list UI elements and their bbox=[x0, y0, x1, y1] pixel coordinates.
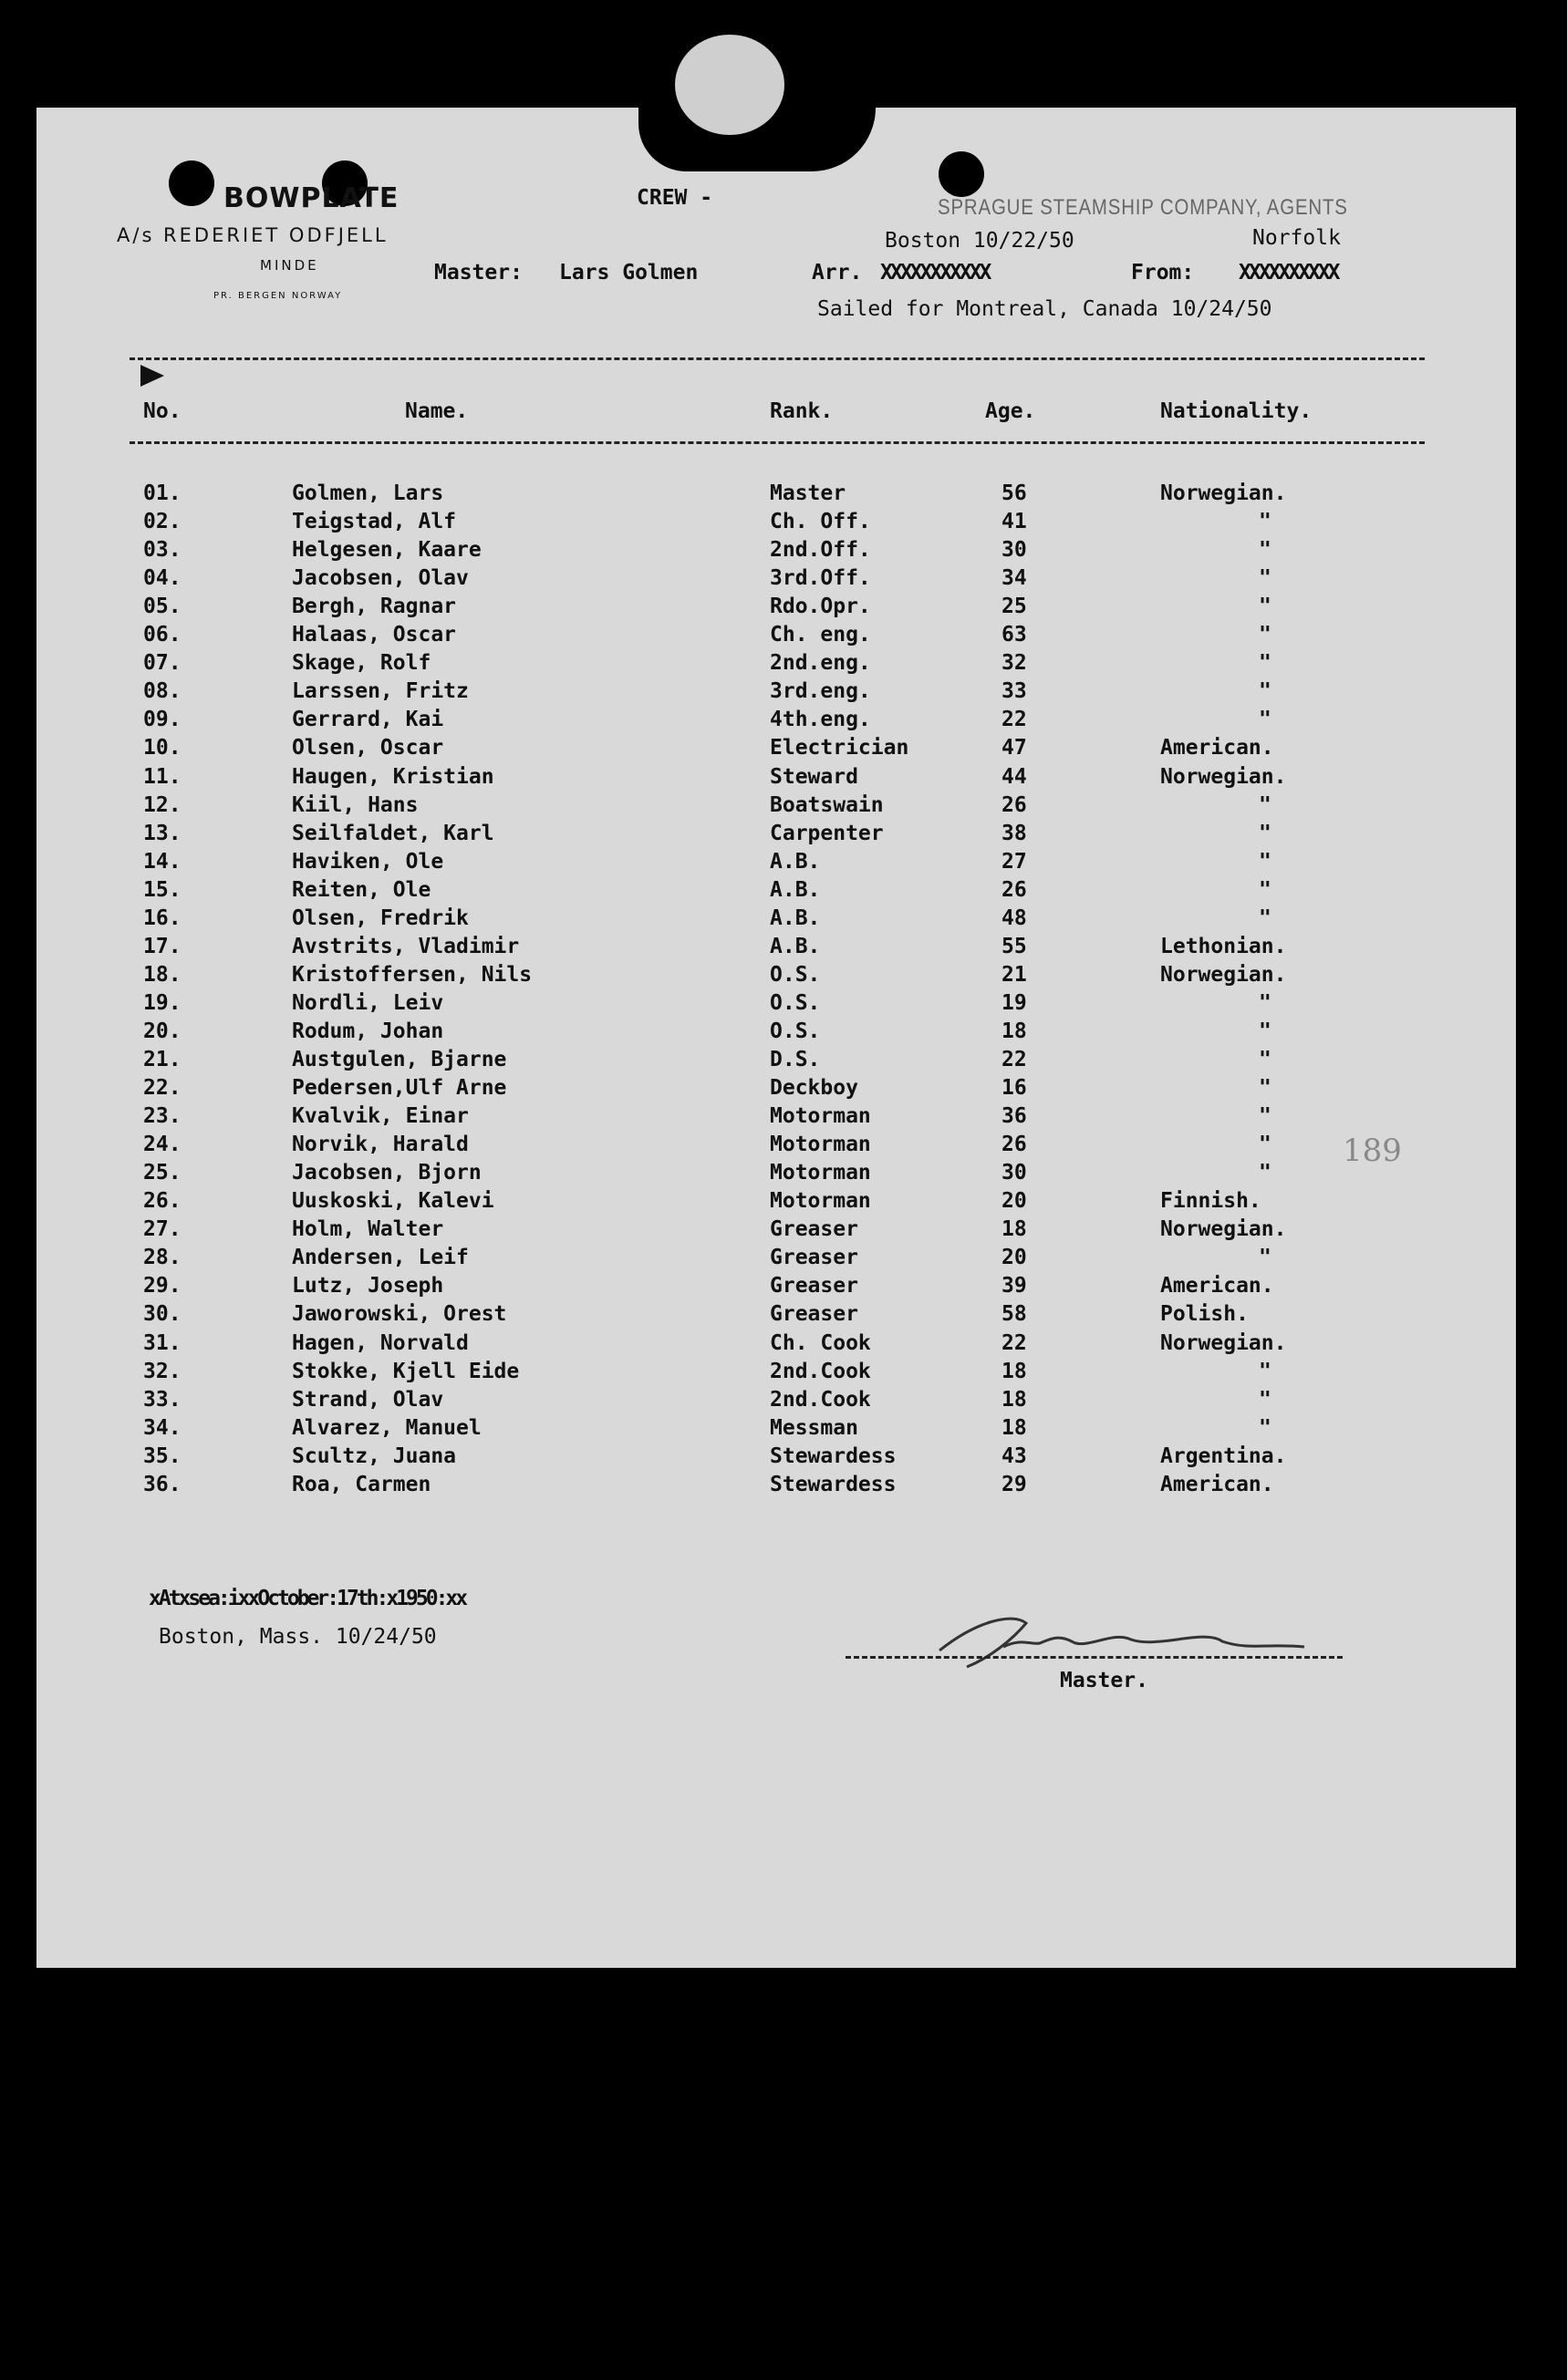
crew-nationality: " bbox=[1259, 1076, 1271, 1101]
table-row bbox=[36, 793, 1516, 822]
table-row bbox=[36, 566, 1516, 595]
crew-no: 13. bbox=[143, 821, 182, 845]
crew-age: 27 bbox=[1001, 849, 1027, 874]
crew-name: Andersen, Leif bbox=[292, 1246, 469, 1270]
crew-rank: Motorman bbox=[770, 1104, 871, 1129]
crew-age: 18 bbox=[1001, 1019, 1027, 1043]
master-caption: Master. bbox=[1060, 1669, 1148, 1692]
crew-nationality: " bbox=[1259, 1359, 1271, 1383]
crew-name: Reiten, Ole bbox=[292, 877, 431, 902]
crew-rank: Greaser bbox=[770, 1274, 858, 1299]
crew-no: 06. bbox=[143, 623, 182, 647]
crew-no: 12. bbox=[143, 792, 182, 817]
crew-name: Helgesen, Kaare bbox=[292, 538, 482, 563]
crew-nationality: " bbox=[1259, 905, 1271, 930]
arrival-label: Arr. bbox=[812, 261, 863, 285]
crew-no: 34. bbox=[143, 1415, 182, 1440]
crew-no: 04. bbox=[143, 566, 182, 591]
crew-age: 26 bbox=[1001, 877, 1027, 902]
crew-no: 10. bbox=[143, 736, 182, 761]
crew-rank: Ch. Off. bbox=[770, 510, 871, 534]
crew-age: 21 bbox=[1001, 962, 1027, 987]
crew-nationality: " bbox=[1259, 1415, 1271, 1440]
signature-rule bbox=[846, 1656, 1343, 1659]
crew-rank: Messman bbox=[770, 1415, 858, 1440]
crew-name: Hagen, Norvald bbox=[292, 1330, 469, 1355]
crew-nationality: American. bbox=[1160, 1472, 1274, 1496]
crew-nationality: Argentina. bbox=[1160, 1444, 1287, 1468]
crew-nationality: " bbox=[1259, 510, 1271, 534]
company-address: PR. BERGEN NORWAY bbox=[213, 291, 343, 301]
crew-no: 02. bbox=[143, 510, 182, 534]
table-row bbox=[36, 1416, 1516, 1444]
crew-rank: Motorman bbox=[770, 1189, 871, 1214]
crew-rank: Greaser bbox=[770, 1302, 858, 1327]
crew-rank: Carpenter bbox=[770, 821, 884, 845]
crew-name: Olsen, Fredrik bbox=[292, 905, 469, 930]
table-row bbox=[36, 1274, 1516, 1302]
crew-name: Larssen, Fritz bbox=[292, 679, 469, 704]
company-place: MINDE bbox=[260, 257, 319, 274]
crew-rank: Greaser bbox=[770, 1246, 858, 1270]
crew-age: 30 bbox=[1001, 1161, 1027, 1185]
crew-nationality: " bbox=[1259, 566, 1271, 591]
crew-nationality: Norwegian. bbox=[1160, 764, 1287, 789]
crew-no: 22. bbox=[143, 1076, 182, 1101]
table-row bbox=[36, 1331, 1516, 1360]
crew-rank: Stewardess bbox=[770, 1472, 897, 1496]
table-row bbox=[36, 708, 1516, 736]
table-row bbox=[36, 538, 1516, 566]
arrow-mark bbox=[140, 365, 164, 387]
crew-no: 19. bbox=[143, 990, 182, 1015]
crew-name: Bergh, Ragnar bbox=[292, 595, 457, 619]
crew-name: Teigstad, Alf bbox=[292, 510, 457, 534]
crew-no: 27. bbox=[143, 1217, 182, 1242]
crew-age: 58 bbox=[1001, 1302, 1027, 1327]
crew-rank: 4th.eng. bbox=[770, 708, 871, 732]
crew-name: Nordli, Leiv bbox=[292, 990, 444, 1015]
crew-rank: 2nd.Cook bbox=[770, 1387, 871, 1412]
crew-rank: 3rd.Off. bbox=[770, 566, 871, 591]
crew-nationality: Polish. bbox=[1160, 1302, 1249, 1327]
crew-rank: Rdo.Opr. bbox=[770, 595, 871, 619]
crew-age: 25 bbox=[1001, 595, 1027, 619]
crew-age: 47 bbox=[1001, 736, 1027, 761]
crew-name: Jacobsen, Bjorn bbox=[292, 1161, 482, 1185]
crew-nationality: " bbox=[1259, 651, 1271, 676]
table-row bbox=[36, 1388, 1516, 1416]
table-row bbox=[36, 1161, 1516, 1189]
crew-no: 15. bbox=[143, 877, 182, 902]
crew-no: 20. bbox=[143, 1019, 182, 1043]
table-row bbox=[36, 1360, 1516, 1388]
crew-age: 20 bbox=[1001, 1189, 1027, 1214]
crew-nationality: Norwegian. bbox=[1160, 481, 1287, 505]
crew-name: Haviken, Ole bbox=[292, 849, 444, 874]
crew-nationality: " bbox=[1259, 623, 1271, 647]
crew-rank: Motorman bbox=[770, 1133, 871, 1157]
crew-nationality: " bbox=[1259, 1019, 1271, 1043]
table-row bbox=[36, 1302, 1516, 1330]
crew-rank: 2nd.Off. bbox=[770, 538, 871, 563]
crew-age: 18 bbox=[1001, 1217, 1027, 1242]
crew-age: 36 bbox=[1001, 1104, 1027, 1129]
crew-age: 33 bbox=[1001, 679, 1027, 704]
agent-stamp: SPRAGUE STEAMSHIP COMPANY, AGENTS bbox=[938, 195, 1348, 220]
crew-name: Holm, Walter bbox=[292, 1217, 444, 1242]
crew-no: 24. bbox=[143, 1133, 182, 1157]
table-row bbox=[36, 935, 1516, 963]
table-row bbox=[36, 481, 1516, 510]
crew-age: 38 bbox=[1001, 821, 1027, 845]
crew-name: Lutz, Joseph bbox=[292, 1274, 444, 1299]
crew-nationality: " bbox=[1259, 1133, 1271, 1157]
crew-rank: A.B. bbox=[770, 849, 821, 874]
crew-rank: Ch. eng. bbox=[770, 623, 871, 647]
crew-name: Golmen, Lars bbox=[292, 481, 444, 505]
from-crossed-out: XXXXXXXXXX bbox=[1239, 261, 1338, 285]
crew-rank: 2nd.Cook bbox=[770, 1359, 871, 1383]
list-title: CREW - bbox=[637, 186, 713, 210]
crew-age: 18 bbox=[1001, 1387, 1027, 1412]
crew-age: 34 bbox=[1001, 566, 1027, 591]
col-header-no: No. bbox=[143, 399, 182, 423]
crew-rank: A.B. bbox=[770, 877, 821, 902]
crew-rank: Boatswain bbox=[770, 792, 884, 817]
page-number: 189 bbox=[1343, 1133, 1402, 1169]
crew-nationality: Norwegian. bbox=[1160, 1330, 1287, 1355]
crew-age: 22 bbox=[1001, 708, 1027, 732]
crew-name: Alvarez, Manuel bbox=[292, 1415, 482, 1440]
crew-no: 17. bbox=[143, 934, 182, 958]
crew-name: Gerrard, Kai bbox=[292, 708, 444, 732]
table-row bbox=[36, 1189, 1516, 1217]
crew-age: 48 bbox=[1001, 905, 1027, 930]
table-row bbox=[36, 991, 1516, 1019]
crew-rank: O.S. bbox=[770, 962, 821, 987]
table-row bbox=[36, 595, 1516, 623]
crew-no: 33. bbox=[143, 1387, 182, 1412]
col-header-age: Age. bbox=[985, 399, 1036, 423]
crew-no: 30. bbox=[143, 1302, 182, 1327]
crew-age: 55 bbox=[1001, 934, 1027, 958]
col-header-name: Name. bbox=[405, 399, 469, 423]
crew-no: 29. bbox=[143, 1274, 182, 1299]
crew-rank: O.S. bbox=[770, 1019, 821, 1043]
table-row bbox=[36, 963, 1516, 991]
crew-rank: D.S. bbox=[770, 1048, 821, 1071]
crew-nationality: " bbox=[1259, 1048, 1271, 1071]
crew-age: 20 bbox=[1001, 1246, 1027, 1270]
crew-rank: A.B. bbox=[770, 934, 821, 958]
crew-nationality: " bbox=[1259, 792, 1271, 817]
col-header-rank: Rank. bbox=[770, 399, 834, 423]
table-row bbox=[36, 1133, 1516, 1161]
crew-nationality: " bbox=[1259, 1246, 1271, 1270]
table-row bbox=[36, 623, 1516, 651]
crew-age: 26 bbox=[1001, 792, 1027, 817]
crew-name: Rodum, Johan bbox=[292, 1019, 444, 1043]
crew-nationality: " bbox=[1259, 679, 1271, 704]
crew-age: 18 bbox=[1001, 1415, 1027, 1440]
table-row bbox=[36, 1076, 1516, 1104]
crew-no: 28. bbox=[143, 1246, 182, 1270]
table-row bbox=[36, 1048, 1516, 1076]
table-row bbox=[36, 822, 1516, 850]
crew-no: 23. bbox=[143, 1104, 182, 1129]
crew-nationality: " bbox=[1259, 990, 1271, 1015]
punch-hole-right bbox=[939, 151, 984, 197]
crew-name: Scultz, Juana bbox=[292, 1444, 457, 1468]
crew-age: 41 bbox=[1001, 510, 1027, 534]
header-rule-top bbox=[130, 357, 1425, 360]
crew-age: 32 bbox=[1001, 651, 1027, 676]
crew-list-document bbox=[36, 108, 1516, 1968]
crew-name: Haugen, Kristian bbox=[292, 764, 494, 789]
crew-nationality: Norwegian. bbox=[1160, 1217, 1287, 1242]
crew-age: 18 bbox=[1001, 1359, 1027, 1383]
crew-nationality: American. bbox=[1160, 736, 1274, 761]
company-name: A/s REDERIET ODFJELL bbox=[117, 224, 389, 246]
crew-rank: A.B. bbox=[770, 905, 821, 930]
crew-no: 16. bbox=[143, 905, 182, 930]
crew-name: Seilfaldet, Karl bbox=[292, 821, 494, 845]
crew-age: 43 bbox=[1001, 1444, 1027, 1468]
from-label: From: bbox=[1131, 261, 1195, 285]
crew-name: Kvalvik, Einar bbox=[292, 1104, 469, 1129]
master-label: Master: bbox=[434, 261, 523, 285]
crew-nationality: " bbox=[1259, 849, 1271, 874]
crew-name: Kiil, Hans bbox=[292, 792, 419, 817]
crew-rank: Steward bbox=[770, 764, 858, 789]
crew-no: 36. bbox=[143, 1472, 182, 1496]
crew-age: 22 bbox=[1001, 1048, 1027, 1071]
crew-no: 09. bbox=[143, 708, 182, 732]
ship-name: BOWPLATE bbox=[223, 182, 400, 214]
crew-nationality: Finnish. bbox=[1160, 1189, 1261, 1214]
place-date: Boston, Mass. 10/24/50 bbox=[159, 1625, 437, 1649]
crew-name: Kristoffersen, Nils bbox=[292, 962, 533, 987]
master-signature bbox=[903, 1603, 1323, 1676]
crew-name: Avstrits, Vladimir bbox=[292, 934, 520, 958]
crew-age: 30 bbox=[1001, 538, 1027, 563]
boston-date: Boston 10/22/50 bbox=[885, 229, 1074, 253]
crew-no: 26. bbox=[143, 1189, 182, 1214]
table-row bbox=[36, 679, 1516, 708]
crew-rank: Master bbox=[770, 481, 846, 505]
crew-name: Pedersen,Ulf Arne bbox=[292, 1076, 507, 1101]
crew-nationality: American. bbox=[1160, 1274, 1274, 1299]
crew-rank: Electrician bbox=[770, 736, 909, 761]
punch-hole-left bbox=[169, 160, 214, 206]
crew-rank: O.S. bbox=[770, 990, 821, 1015]
crew-no: 01. bbox=[143, 481, 182, 505]
crew-age: 56 bbox=[1001, 481, 1027, 505]
crew-name: Roa, Carmen bbox=[292, 1472, 431, 1496]
crew-no: 11. bbox=[143, 764, 182, 789]
crossed-out-line: xAtxsea:ixxOctober:17th:x1950:xx bbox=[149, 1587, 466, 1610]
sailed-for: Sailed for Montreal, Canada 10/24/50 bbox=[817, 297, 1272, 321]
table-row bbox=[36, 1217, 1516, 1246]
col-header-nationality: Nationality. bbox=[1160, 399, 1313, 423]
crew-age: 63 bbox=[1001, 623, 1027, 647]
table-row bbox=[36, 1246, 1516, 1274]
crew-no: 07. bbox=[143, 651, 182, 676]
crew-rank: Deckboy bbox=[770, 1076, 858, 1101]
crew-rank: Stewardess bbox=[770, 1444, 897, 1468]
table-row bbox=[36, 906, 1516, 935]
crew-rank: Ch. Cook bbox=[770, 1330, 871, 1355]
table-row bbox=[36, 1019, 1516, 1048]
crew-age: 26 bbox=[1001, 1133, 1027, 1157]
crew-name: Skage, Rolf bbox=[292, 651, 431, 676]
crew-name: Stokke, Kjell Eide bbox=[292, 1359, 520, 1383]
crew-nationality: " bbox=[1259, 1387, 1271, 1412]
crew-name: Strand, Olav bbox=[292, 1387, 444, 1412]
crew-name: Olsen, Oscar bbox=[292, 736, 444, 761]
crew-nationality: Norwegian. bbox=[1160, 962, 1287, 987]
crew-rank: Motorman bbox=[770, 1161, 871, 1185]
crew-name: Halaas, Oscar bbox=[292, 623, 457, 647]
crew-no: 03. bbox=[143, 538, 182, 563]
crew-name: Uuskoski, Kalevi bbox=[292, 1189, 494, 1214]
table-row bbox=[36, 1444, 1516, 1473]
crew-age: 19 bbox=[1001, 990, 1027, 1015]
crew-age: 16 bbox=[1001, 1076, 1027, 1101]
crew-no: 32. bbox=[143, 1359, 182, 1383]
table-row bbox=[36, 850, 1516, 878]
table-row bbox=[36, 1473, 1516, 1501]
crew-rank: 2nd.eng. bbox=[770, 651, 871, 676]
crew-nationality: Lethonian. bbox=[1160, 934, 1287, 958]
crew-nationality: " bbox=[1259, 595, 1271, 619]
master-name: Lars Golmen bbox=[559, 261, 699, 285]
crew-no: 25. bbox=[143, 1161, 182, 1185]
crew-nationality: " bbox=[1259, 1161, 1271, 1185]
table-row bbox=[36, 765, 1516, 793]
crew-nationality: " bbox=[1259, 708, 1271, 732]
crew-name: Jacobsen, Olav bbox=[292, 566, 469, 591]
crew-name: Austgulen, Bjarne bbox=[292, 1048, 507, 1071]
norfolk: Norfolk bbox=[1252, 226, 1341, 250]
crew-no: 08. bbox=[143, 679, 182, 704]
crew-no: 35. bbox=[143, 1444, 182, 1468]
header-rule-bottom bbox=[130, 441, 1425, 444]
torn-paper-area bbox=[675, 35, 784, 135]
crew-age: 22 bbox=[1001, 1330, 1027, 1355]
table-row bbox=[36, 510, 1516, 538]
crew-nationality: " bbox=[1259, 538, 1271, 563]
crew-no: 18. bbox=[143, 962, 182, 987]
crew-no: 05. bbox=[143, 595, 182, 619]
crew-age: 44 bbox=[1001, 764, 1027, 789]
crew-no: 21. bbox=[143, 1048, 182, 1071]
table-row bbox=[36, 736, 1516, 764]
crew-no: 31. bbox=[143, 1330, 182, 1355]
crew-nationality: " bbox=[1259, 1104, 1271, 1129]
crew-name: Jaworowski, Orest bbox=[292, 1302, 507, 1327]
table-row bbox=[36, 651, 1516, 679]
arrival-crossed-out: XXXXXXXXXXX bbox=[880, 261, 990, 285]
table-row bbox=[36, 878, 1516, 906]
crew-nationality: " bbox=[1259, 877, 1271, 902]
crew-name: Norvik, Harald bbox=[292, 1133, 469, 1157]
crew-no: 14. bbox=[143, 849, 182, 874]
crew-age: 29 bbox=[1001, 1472, 1027, 1496]
crew-rank: 3rd.eng. bbox=[770, 679, 871, 704]
crew-rank: Greaser bbox=[770, 1217, 858, 1242]
crew-nationality: " bbox=[1259, 821, 1271, 845]
crew-age: 39 bbox=[1001, 1274, 1027, 1299]
table-row bbox=[36, 1104, 1516, 1133]
